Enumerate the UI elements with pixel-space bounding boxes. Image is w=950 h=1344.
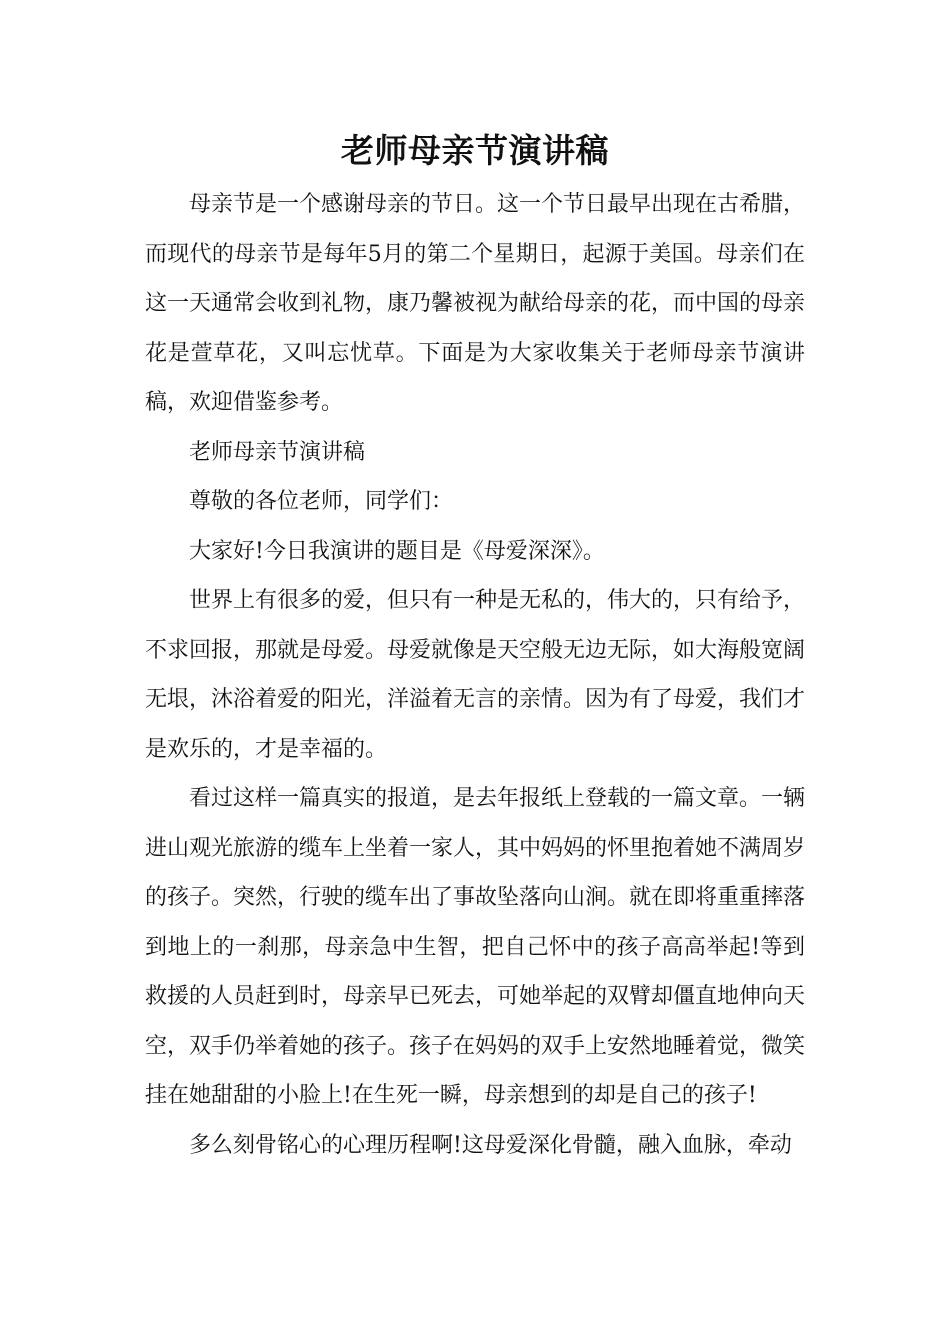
paragraph-intro: 母亲节是一个感谢母亲的节日。这一个节日最早出现在古希腊，而现代的母亲节是每年5月的第二个星期日，起源于美国。母亲们在这一天通常会收到礼物，康乃馨被视为献给母亲的花，而中国的母亲花是萱草花，又叫忘忧草。下面是为大家收集关于老师母亲节演讲稿，欢迎借鉴参考。 bbox=[145, 192, 806, 415]
document-title: 老师母亲节演讲稿 bbox=[341, 131, 609, 170]
paragraph-salutation: 尊敬的各位老师，同学们： bbox=[189, 489, 454, 514]
paragraph-story: 看过这样一篇真实的报道，是去年报纸上登载的一篇文章。一辆进山观光旅游的缆车上坐着一家人，其中妈妈的怀里抱着她不满周岁的孩子。突然，行驶的缆车出了事故坠落向山涧。就在即将重重摔落到地上的一刹那，母亲急中生智，把自己怀中的孩子高高举起!等到救援的人员赶到时，母亲早已死去，可她举起的双臂却僵直地伸向天空，双手仍举着她的孩子。孩子在妈妈的双手上安然地睡着觉，微笑挂在她甜甜的小脸上!在生死一瞬，母亲想到的却是自己的孩子! bbox=[145, 786, 806, 1108]
paragraph-reflection: 多么刻骨铭心的心理历程啊!这母爱深化骨髓，融入血脉，牵动 bbox=[189, 1132, 792, 1158]
paragraph-subtitle: 老师母亲节演讲稿 bbox=[189, 439, 366, 465]
paragraph-mothers-love: 世界上有很多的爱，但只有一种是无私的，伟大的，只有给予，不求回报，那就是母爱。母爱就像是天空般无边无际，如大海般宽阔无垠，沐浴着爱的阳光，洋溢着无言的亲情。因为有了母爱，我们才是欢乐的，才是幸福的。 bbox=[145, 588, 806, 762]
paragraph-greeting: 大家好!今日我演讲的题目是《母爱深深》。 bbox=[189, 538, 605, 564]
